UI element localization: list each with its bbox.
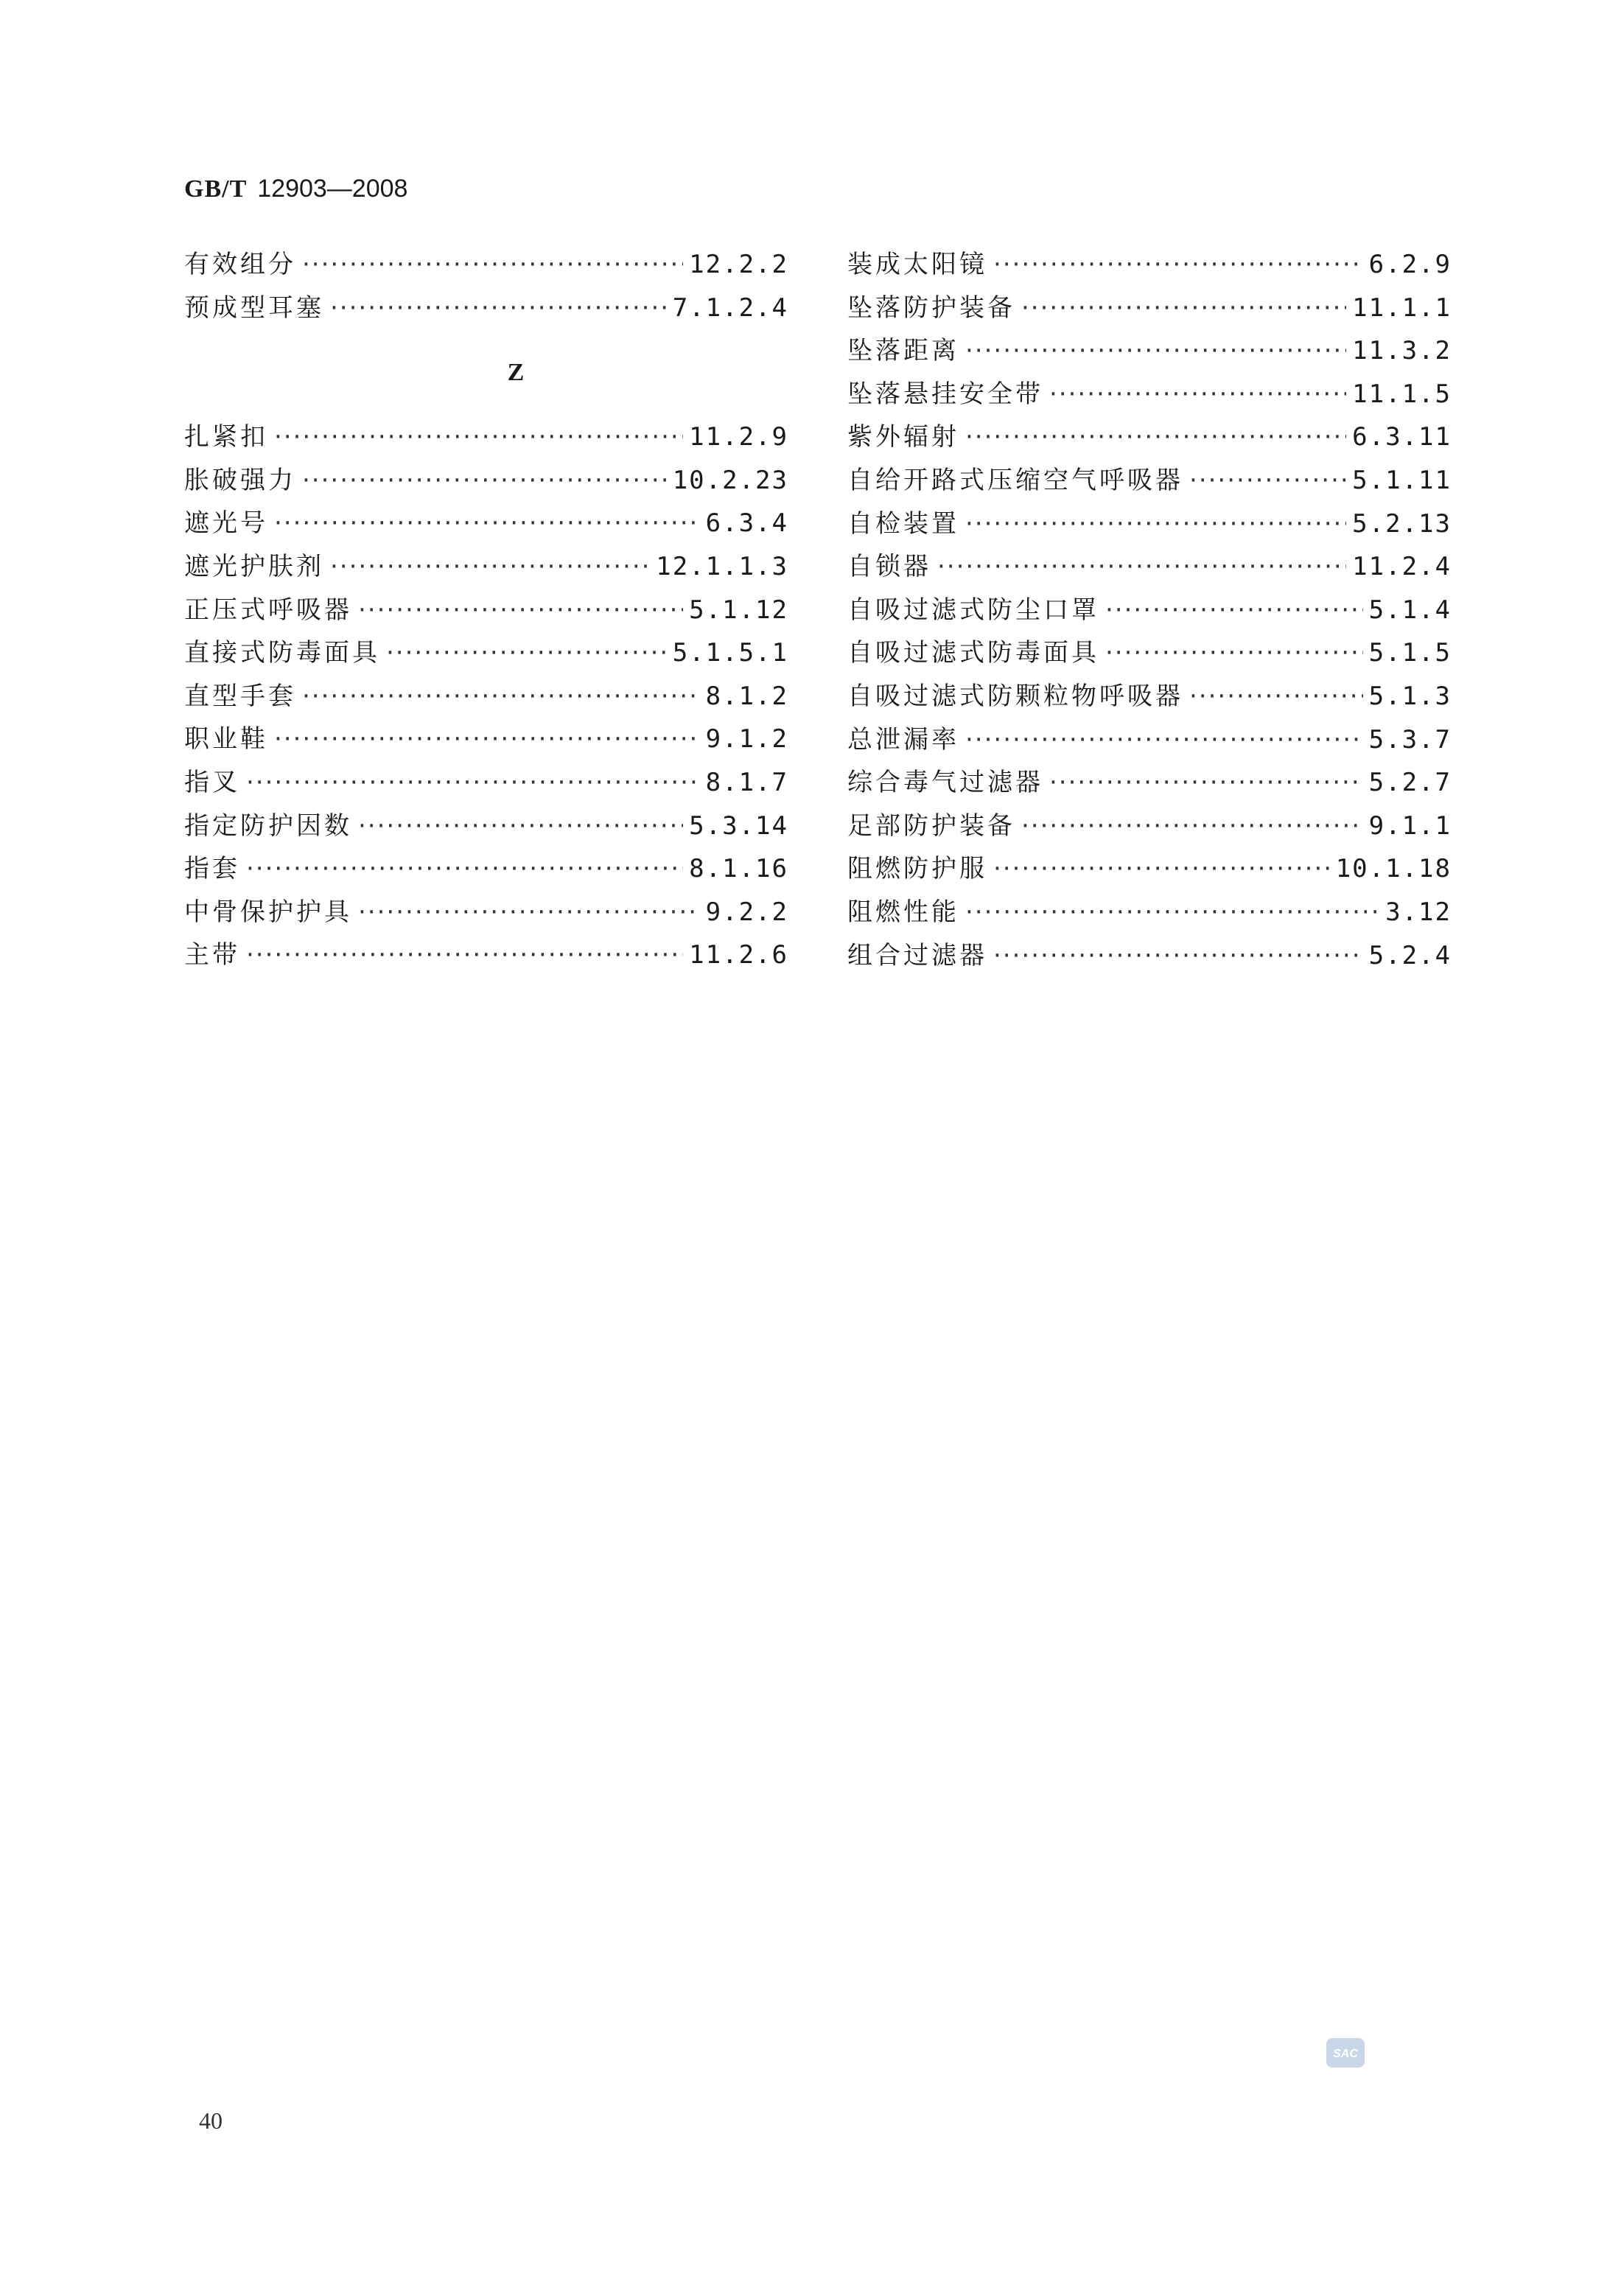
dot-leader xyxy=(246,761,700,805)
index-term: 自给开路式压缩空气呼吸器 xyxy=(847,465,1183,495)
clause-reference: 5.1.4 xyxy=(1368,595,1452,625)
index-term: 自吸过滤式防毒面具 xyxy=(847,638,1099,668)
dot-leader xyxy=(330,287,667,330)
index-term: 预成型耳塞 xyxy=(184,293,324,323)
index-group-z-continued xyxy=(847,243,1452,977)
dot-leader xyxy=(965,503,1346,546)
clause-reference: 6.2.9 xyxy=(1368,250,1452,279)
index-term: 阻燃性能 xyxy=(847,897,959,927)
index-entry xyxy=(847,675,1452,718)
dot-leader xyxy=(993,847,1330,891)
dot-leader xyxy=(330,545,650,589)
clause-reference: 5.2.7 xyxy=(1368,768,1452,798)
index-term: 坠落悬挂安全带 xyxy=(847,379,1043,409)
index-term: 正压式呼吸器 xyxy=(184,595,352,625)
index-term: 遮光护肤剂 xyxy=(184,551,324,581)
clause-reference: 7.1.2.4 xyxy=(672,293,788,323)
index-term: 自吸过滤式防尘口罩 xyxy=(847,595,1099,625)
dot-leader xyxy=(1049,761,1363,805)
index-term: 指叉 xyxy=(184,767,240,797)
index-term: 阻燃防护服 xyxy=(847,854,987,884)
index-term: 扎紧扣 xyxy=(184,422,268,452)
dot-leader xyxy=(993,934,1363,978)
clause-reference: 9.1.2 xyxy=(705,724,788,755)
index-entry xyxy=(847,329,1452,373)
index-entry xyxy=(847,459,1452,503)
clause-reference: 5.2.13 xyxy=(1352,508,1452,539)
clause-reference: 11.2.6 xyxy=(689,940,788,970)
index-term: 胀破强力 xyxy=(184,465,296,495)
index-term: 足部防护装备 xyxy=(847,811,1015,841)
clause-reference: 11.3.2 xyxy=(1352,336,1452,366)
index-term: 中骨保护护具 xyxy=(184,897,352,927)
index-entry xyxy=(847,847,1452,891)
dot-leader xyxy=(274,502,700,545)
dot-leader xyxy=(358,589,683,632)
standard-code: GB/T xyxy=(184,175,248,203)
clause-reference: 9.1.1 xyxy=(1368,811,1452,841)
section-letter-z: Z xyxy=(507,359,525,387)
index-term: 直型手套 xyxy=(184,681,296,711)
dot-leader xyxy=(1021,805,1363,848)
index-term: 坠落防护装备 xyxy=(847,293,1015,323)
clause-reference: 8.1.16 xyxy=(689,854,788,884)
dot-leader xyxy=(386,631,667,675)
index-entry xyxy=(847,718,1452,762)
dot-leader xyxy=(1021,287,1346,330)
dot-leader xyxy=(302,459,667,503)
clause-reference: 5.3.14 xyxy=(689,811,788,841)
index-entry xyxy=(847,243,1452,287)
clause-reference: 10.1.18 xyxy=(1335,854,1452,884)
sac-stamp-icon xyxy=(1325,2032,1366,2073)
index-entry xyxy=(847,373,1452,416)
index-entry xyxy=(184,891,788,934)
index-term: 有效组分 xyxy=(184,250,296,279)
clause-reference: 11.2.9 xyxy=(689,422,788,452)
clause-reference: 5.1.5 xyxy=(1368,638,1452,668)
index-entry xyxy=(184,545,788,589)
index-entry xyxy=(847,416,1452,459)
index-entry xyxy=(847,805,1452,848)
dot-leader xyxy=(1189,459,1346,503)
index-term: 指定防护因数 xyxy=(184,811,352,841)
index-term: 紫外辐射 xyxy=(847,422,959,452)
clause-reference: 9.2.2 xyxy=(705,897,788,927)
dot-leader xyxy=(274,416,683,459)
index-entry xyxy=(184,459,788,503)
index-entry xyxy=(184,631,788,675)
index-entry xyxy=(847,631,1452,675)
dot-leader xyxy=(1105,589,1363,632)
index-term: 综合毒气过滤器 xyxy=(847,768,1043,798)
clause-reference: 8.1.2 xyxy=(705,681,788,711)
dot-leader xyxy=(302,675,700,718)
dot-leader xyxy=(937,545,1346,589)
clause-reference: 10.2.23 xyxy=(672,465,788,495)
index-entry xyxy=(847,934,1452,978)
clause-reference: 6.3.11 xyxy=(1352,422,1452,452)
clause-reference: 11.2.4 xyxy=(1352,552,1452,582)
clause-reference: 5.1.3 xyxy=(1368,681,1452,711)
index-entry xyxy=(184,243,788,287)
index-entry xyxy=(184,589,788,632)
dot-leader xyxy=(965,416,1346,459)
index-entry xyxy=(184,761,788,805)
clause-reference: 8.1.7 xyxy=(705,767,788,797)
index-column-left xyxy=(184,243,788,977)
clause-reference: 11.1.5 xyxy=(1352,379,1452,409)
clause-reference: 12.2.2 xyxy=(689,250,788,279)
dot-leader xyxy=(993,243,1363,287)
dot-leader xyxy=(965,891,1379,934)
index-term: 装成太阳镜 xyxy=(847,250,987,279)
index-entry xyxy=(184,847,788,891)
index-term: 自锁器 xyxy=(847,552,931,582)
dot-leader xyxy=(965,718,1363,762)
dot-leader xyxy=(246,847,683,891)
clause-reference: 6.3.4 xyxy=(705,508,788,539)
index-entry xyxy=(847,545,1452,589)
index-entry xyxy=(847,761,1452,805)
index-term: 主带 xyxy=(184,940,240,970)
clause-reference: 12.1.1.3 xyxy=(656,551,788,581)
clause-reference: 11.1.1 xyxy=(1352,293,1452,323)
dot-leader xyxy=(358,805,683,848)
index-term: 坠落距离 xyxy=(847,336,959,366)
index-term: 遮光号 xyxy=(184,508,268,539)
index-entry xyxy=(184,416,788,459)
dot-leader xyxy=(246,934,683,977)
index-term: 指套 xyxy=(184,854,240,884)
svg-text:SAC: SAC xyxy=(1333,2048,1358,2060)
index-group-y-tail xyxy=(184,243,788,329)
clause-reference: 5.2.4 xyxy=(1368,940,1452,970)
dot-leader xyxy=(274,718,700,761)
clause-reference: 5.3.7 xyxy=(1368,724,1452,755)
dot-leader xyxy=(965,329,1346,373)
index-column-right xyxy=(847,243,1452,977)
index-entry xyxy=(847,589,1452,632)
index-entry xyxy=(184,502,788,545)
dot-leader xyxy=(302,243,683,287)
index-entry xyxy=(847,287,1452,330)
page-number: 40 xyxy=(199,2107,223,2134)
index-term: 直接式防毒面具 xyxy=(184,638,380,668)
clause-reference: 5.1.5.1 xyxy=(672,638,788,668)
clause-reference: 3.12 xyxy=(1385,897,1452,927)
index-entry xyxy=(847,891,1452,934)
index-entry xyxy=(184,805,788,848)
standard-number: 12903—2008 xyxy=(257,175,408,203)
index-term: 自吸过滤式防颗粒物呼吸器 xyxy=(847,681,1183,711)
index-term: 职业鞋 xyxy=(184,724,268,755)
index-term: 总泄漏率 xyxy=(847,724,959,755)
dot-leader xyxy=(1049,373,1346,416)
index-entry xyxy=(184,287,788,330)
index-entry xyxy=(184,934,788,977)
index-term: 自检装置 xyxy=(847,508,959,539)
clause-reference: 5.1.12 xyxy=(689,595,788,625)
index-term: 组合过滤器 xyxy=(847,940,987,970)
dot-leader xyxy=(358,891,700,934)
running-header xyxy=(184,174,407,203)
index-entry xyxy=(184,675,788,718)
dot-leader xyxy=(1105,631,1363,675)
index-entry xyxy=(847,503,1452,546)
clause-reference: 5.1.11 xyxy=(1352,465,1452,495)
index-entry xyxy=(184,718,788,761)
dot-leader xyxy=(1189,675,1363,718)
index-group-z xyxy=(184,416,788,977)
